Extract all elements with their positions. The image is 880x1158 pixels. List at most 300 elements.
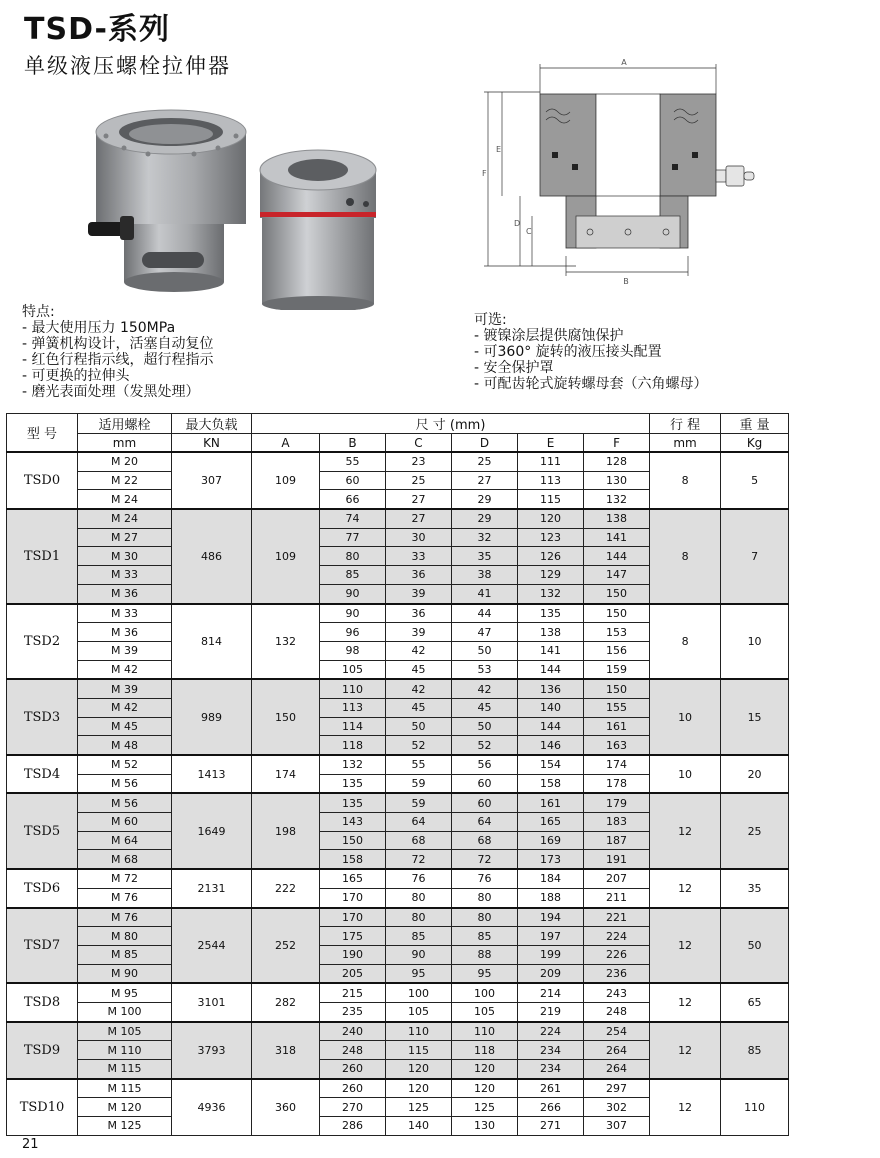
model-cell: TSD3 xyxy=(7,679,78,755)
dim-b-cell: 175 xyxy=(320,927,386,946)
dim-e-cell: 126 xyxy=(518,547,584,566)
header-stroke: 行 程 xyxy=(650,414,721,434)
dim-f-cell: 211 xyxy=(584,888,650,907)
dim-e-cell: 234 xyxy=(518,1060,584,1079)
header-bolt: 适用螺栓 xyxy=(78,414,172,434)
stroke-cell: 10 xyxy=(650,755,721,793)
option-item: - 镀镍涂层提供腐蚀保护 xyxy=(474,328,624,344)
dim-a-cell: 222 xyxy=(252,869,320,907)
dim-c-cell: 105 xyxy=(386,1002,452,1021)
dim-f-cell: 221 xyxy=(584,908,650,927)
dim-c-cell: 50 xyxy=(386,717,452,736)
dim-b-cell: 80 xyxy=(320,547,386,566)
bolt-cell: M 36 xyxy=(78,584,172,603)
dim-b-cell: 215 xyxy=(320,983,386,1002)
header-dim-e: E xyxy=(518,434,584,453)
bolt-cell: M 90 xyxy=(78,964,172,983)
bolt-cell: M 27 xyxy=(78,528,172,547)
option-item: - 可配齿轮式旋转螺母套（六角螺母） xyxy=(474,376,708,392)
weight-cell: 7 xyxy=(721,509,789,603)
dim-c-cell: 120 xyxy=(386,1079,452,1098)
dim-c-cell: 27 xyxy=(386,509,452,528)
options-heading: 可选: xyxy=(474,312,507,328)
header-dim-d: D xyxy=(452,434,518,453)
drawing-label-f: F xyxy=(482,169,487,178)
drawing-label-c: C xyxy=(526,227,532,236)
dim-b-cell: 90 xyxy=(320,604,386,623)
dim-c-cell: 85 xyxy=(386,927,452,946)
dim-e-cell: 113 xyxy=(518,471,584,490)
weight-cell: 25 xyxy=(721,793,789,869)
dim-e-cell: 173 xyxy=(518,850,584,869)
dim-c-cell: 52 xyxy=(386,736,452,755)
load-cell: 307 xyxy=(172,452,252,509)
dim-e-cell: 197 xyxy=(518,927,584,946)
dim-f-cell: 132 xyxy=(584,490,650,509)
dim-d-cell: 95 xyxy=(452,964,518,983)
dim-d-cell: 50 xyxy=(452,717,518,736)
dim-b-cell: 135 xyxy=(320,793,386,812)
dim-c-cell: 120 xyxy=(386,1060,452,1079)
dim-e-cell: 154 xyxy=(518,755,584,774)
header-model: 型 号 xyxy=(7,414,78,453)
dim-b-cell: 90 xyxy=(320,584,386,603)
model-cell: TSD5 xyxy=(7,793,78,869)
dim-f-cell: 174 xyxy=(584,755,650,774)
dim-a-cell: 360 xyxy=(252,1079,320,1136)
bolt-cell: M 110 xyxy=(78,1041,172,1060)
load-cell: 814 xyxy=(172,604,252,680)
load-cell: 2131 xyxy=(172,869,252,907)
dim-f-cell: 155 xyxy=(584,698,650,717)
dim-e-cell: 194 xyxy=(518,908,584,927)
dim-d-cell: 88 xyxy=(452,945,518,964)
dim-d-cell: 80 xyxy=(452,908,518,927)
dim-b-cell: 55 xyxy=(320,452,386,471)
dim-f-cell: 150 xyxy=(584,584,650,603)
cross-section-drawing xyxy=(466,56,756,288)
table-row xyxy=(7,452,789,471)
dim-b-cell: 66 xyxy=(320,490,386,509)
dim-b-cell: 110 xyxy=(320,679,386,698)
dim-d-cell: 38 xyxy=(452,566,518,585)
dim-d-cell: 56 xyxy=(452,755,518,774)
model-cell: TSD7 xyxy=(7,908,78,984)
table-row xyxy=(7,869,789,888)
stroke-cell: 12 xyxy=(650,1022,721,1079)
load-cell: 3793 xyxy=(172,1022,252,1079)
table-row xyxy=(7,1079,789,1098)
dim-a-cell: 252 xyxy=(252,908,320,984)
stroke-cell: 8 xyxy=(650,509,721,603)
dim-b-cell: 132 xyxy=(320,755,386,774)
dim-c-cell: 72 xyxy=(386,850,452,869)
dim-f-cell: 179 xyxy=(584,793,650,812)
load-cell: 3101 xyxy=(172,983,252,1021)
dim-d-cell: 53 xyxy=(452,660,518,679)
dim-c-cell: 140 xyxy=(386,1117,452,1136)
load-cell: 1413 xyxy=(172,755,252,793)
weight-cell: 50 xyxy=(721,908,789,984)
bolt-cell: M 85 xyxy=(78,945,172,964)
table-row xyxy=(7,1022,789,1041)
dim-f-cell: 128 xyxy=(584,452,650,471)
dim-e-cell: 111 xyxy=(518,452,584,471)
dim-e-cell: 158 xyxy=(518,774,584,793)
weight-cell: 110 xyxy=(721,1079,789,1136)
dim-c-cell: 90 xyxy=(386,945,452,964)
dim-d-cell: 64 xyxy=(452,813,518,832)
dim-f-cell: 226 xyxy=(584,945,650,964)
dim-e-cell: 184 xyxy=(518,869,584,888)
bolt-cell: M 56 xyxy=(78,774,172,793)
table-row xyxy=(7,679,789,698)
page-number: 21 xyxy=(22,1137,39,1152)
bolt-cell: M 39 xyxy=(78,641,172,660)
dim-f-cell: 153 xyxy=(584,623,650,642)
load-cell: 2544 xyxy=(172,908,252,984)
stroke-cell: 10 xyxy=(650,679,721,755)
dim-d-cell: 45 xyxy=(452,698,518,717)
dim-e-cell: 120 xyxy=(518,509,584,528)
dim-c-cell: 30 xyxy=(386,528,452,547)
dim-d-cell: 118 xyxy=(452,1041,518,1060)
dim-f-cell: 224 xyxy=(584,927,650,946)
load-cell: 989 xyxy=(172,679,252,755)
dim-b-cell: 96 xyxy=(320,623,386,642)
dim-a-cell: 318 xyxy=(252,1022,320,1079)
header-weight-unit: Kg xyxy=(721,434,789,453)
dim-e-cell: 169 xyxy=(518,831,584,850)
dim-e-cell: 261 xyxy=(518,1079,584,1098)
dim-f-cell: 207 xyxy=(584,869,650,888)
dim-e-cell: 161 xyxy=(518,793,584,812)
dim-c-cell: 55 xyxy=(386,755,452,774)
drawing-label-b: B xyxy=(623,277,629,286)
bolt-cell: M 56 xyxy=(78,793,172,812)
weight-cell: 65 xyxy=(721,983,789,1021)
weight-cell: 35 xyxy=(721,869,789,907)
spec-table-body xyxy=(7,452,789,1135)
header-dim-b: B xyxy=(320,434,386,453)
dim-f-cell: 297 xyxy=(584,1079,650,1098)
stroke-cell: 8 xyxy=(650,452,721,509)
dim-b-cell: 165 xyxy=(320,869,386,888)
dim-f-cell: 147 xyxy=(584,566,650,585)
option-item: - 可360° 旋转的液压接头配置 xyxy=(474,344,662,360)
weight-cell: 5 xyxy=(721,452,789,509)
dim-f-cell: 183 xyxy=(584,813,650,832)
header-dim-c: C xyxy=(386,434,452,453)
dim-c-cell: 115 xyxy=(386,1041,452,1060)
stroke-cell: 8 xyxy=(650,604,721,680)
header-weight: 重 量 xyxy=(721,414,789,434)
dim-c-cell: 76 xyxy=(386,869,452,888)
dim-e-cell: 136 xyxy=(518,679,584,698)
bolt-cell: M 76 xyxy=(78,888,172,907)
dim-e-cell: 135 xyxy=(518,604,584,623)
dim-b-cell: 74 xyxy=(320,509,386,528)
dim-b-cell: 205 xyxy=(320,964,386,983)
dim-c-cell: 59 xyxy=(386,793,452,812)
load-cell: 486 xyxy=(172,509,252,603)
model-cell: TSD0 xyxy=(7,452,78,509)
bolt-cell: M 72 xyxy=(78,869,172,888)
weight-cell: 20 xyxy=(721,755,789,793)
dim-c-cell: 25 xyxy=(386,471,452,490)
bolt-cell: M 125 xyxy=(78,1117,172,1136)
feature-item: - 弹簧机构设计，活塞自动复位 xyxy=(22,336,214,352)
dim-d-cell: 41 xyxy=(452,584,518,603)
feature-item: - 最大使用压力 150MPa xyxy=(22,320,176,336)
bolt-cell: M 36 xyxy=(78,623,172,642)
dim-d-cell: 29 xyxy=(452,509,518,528)
dim-e-cell: 266 xyxy=(518,1098,584,1117)
dim-e-cell: 129 xyxy=(518,566,584,585)
dim-c-cell: 80 xyxy=(386,908,452,927)
dim-f-cell: 130 xyxy=(584,471,650,490)
dim-d-cell: 52 xyxy=(452,736,518,755)
dim-e-cell: 219 xyxy=(518,1002,584,1021)
dim-d-cell: 27 xyxy=(452,471,518,490)
dim-c-cell: 27 xyxy=(386,490,452,509)
dim-f-cell: 138 xyxy=(584,509,650,528)
dim-e-cell: 271 xyxy=(518,1117,584,1136)
bolt-cell: M 120 xyxy=(78,1098,172,1117)
dim-c-cell: 33 xyxy=(386,547,452,566)
dim-d-cell: 44 xyxy=(452,604,518,623)
bolt-cell: M 33 xyxy=(78,566,172,585)
dim-e-cell: 234 xyxy=(518,1041,584,1060)
dim-e-cell: 144 xyxy=(518,660,584,679)
dim-e-cell: 188 xyxy=(518,888,584,907)
dim-c-cell: 59 xyxy=(386,774,452,793)
bolt-cell: M 42 xyxy=(78,698,172,717)
dim-f-cell: 159 xyxy=(584,660,650,679)
table-row xyxy=(7,604,789,623)
model-cell: TSD4 xyxy=(7,755,78,793)
stroke-cell: 12 xyxy=(650,908,721,984)
dim-e-cell: 199 xyxy=(518,945,584,964)
table-row xyxy=(7,509,789,528)
dim-b-cell: 77 xyxy=(320,528,386,547)
dim-e-cell: 144 xyxy=(518,717,584,736)
dim-d-cell: 85 xyxy=(452,927,518,946)
header-load: 最大负载 xyxy=(172,414,252,434)
load-cell: 1649 xyxy=(172,793,252,869)
feature-item: - 可更换的拉伸头 xyxy=(22,368,130,384)
spec-table xyxy=(6,413,789,1136)
dim-f-cell: 307 xyxy=(584,1117,650,1136)
model-cell: TSD2 xyxy=(7,604,78,680)
dim-b-cell: 170 xyxy=(320,908,386,927)
dim-c-cell: 64 xyxy=(386,813,452,832)
dim-a-cell: 282 xyxy=(252,983,320,1021)
dim-d-cell: 68 xyxy=(452,831,518,850)
dim-b-cell: 135 xyxy=(320,774,386,793)
dim-b-cell: 143 xyxy=(320,813,386,832)
dim-b-cell: 170 xyxy=(320,888,386,907)
dim-d-cell: 32 xyxy=(452,528,518,547)
header-bolt-unit: mm xyxy=(78,434,172,453)
dim-e-cell: 146 xyxy=(518,736,584,755)
dim-a-cell: 109 xyxy=(252,509,320,603)
bolt-cell: M 24 xyxy=(78,509,172,528)
table-row xyxy=(7,793,789,812)
page-subtitle: 单级液压螺栓拉伸器 xyxy=(24,54,231,78)
dim-f-cell: 302 xyxy=(584,1098,650,1117)
bolt-cell: M 64 xyxy=(78,831,172,850)
dim-d-cell: 29 xyxy=(452,490,518,509)
weight-cell: 85 xyxy=(721,1022,789,1079)
options-list xyxy=(474,312,708,392)
dim-c-cell: 39 xyxy=(386,623,452,642)
dim-d-cell: 100 xyxy=(452,983,518,1002)
dim-b-cell: 286 xyxy=(320,1117,386,1136)
model-cell: TSD10 xyxy=(7,1079,78,1136)
bolt-cell: M 30 xyxy=(78,547,172,566)
dim-e-cell: 141 xyxy=(518,641,584,660)
dim-a-cell: 150 xyxy=(252,679,320,755)
dim-d-cell: 72 xyxy=(452,850,518,869)
dim-b-cell: 248 xyxy=(320,1041,386,1060)
bolt-cell: M 33 xyxy=(78,604,172,623)
bolt-cell: M 24 xyxy=(78,490,172,509)
model-cell: TSD8 xyxy=(7,983,78,1021)
dim-c-cell: 36 xyxy=(386,566,452,585)
dim-c-cell: 100 xyxy=(386,983,452,1002)
dim-e-cell: 165 xyxy=(518,813,584,832)
dim-e-cell: 214 xyxy=(518,983,584,1002)
dim-b-cell: 158 xyxy=(320,850,386,869)
dim-f-cell: 243 xyxy=(584,983,650,1002)
dim-a-cell: 174 xyxy=(252,755,320,793)
dim-f-cell: 264 xyxy=(584,1041,650,1060)
product-photo xyxy=(84,96,384,310)
dim-f-cell: 141 xyxy=(584,528,650,547)
table-row xyxy=(7,755,789,774)
dim-b-cell: 118 xyxy=(320,736,386,755)
dim-c-cell: 95 xyxy=(386,964,452,983)
dim-c-cell: 125 xyxy=(386,1098,452,1117)
page-title: TSD-系列 xyxy=(24,12,170,47)
dim-d-cell: 25 xyxy=(452,452,518,471)
dim-c-cell: 45 xyxy=(386,660,452,679)
dim-f-cell: 178 xyxy=(584,774,650,793)
dim-d-cell: 80 xyxy=(452,888,518,907)
dim-e-cell: 123 xyxy=(518,528,584,547)
dim-f-cell: 156 xyxy=(584,641,650,660)
weight-cell: 10 xyxy=(721,604,789,680)
dim-b-cell: 114 xyxy=(320,717,386,736)
header-dim-a: A xyxy=(252,434,320,453)
dim-d-cell: 105 xyxy=(452,1002,518,1021)
dim-f-cell: 248 xyxy=(584,1002,650,1021)
dim-f-cell: 163 xyxy=(584,736,650,755)
header-dim-f: F xyxy=(584,434,650,453)
dim-f-cell: 236 xyxy=(584,964,650,983)
bolt-cell: M 20 xyxy=(78,452,172,471)
dim-b-cell: 260 xyxy=(320,1079,386,1098)
dim-f-cell: 264 xyxy=(584,1060,650,1079)
dim-a-cell: 132 xyxy=(252,604,320,680)
dim-a-cell: 109 xyxy=(252,452,320,509)
dim-c-cell: 39 xyxy=(386,584,452,603)
drawing-label-e: E xyxy=(496,145,502,154)
dim-b-cell: 150 xyxy=(320,831,386,850)
header-dims: 尺 寸 (mm) xyxy=(252,414,650,434)
stroke-cell: 12 xyxy=(650,793,721,869)
drawing-label-d: D xyxy=(514,219,521,228)
dim-b-cell: 190 xyxy=(320,945,386,964)
weight-cell: 15 xyxy=(721,679,789,755)
features-list xyxy=(22,304,214,400)
dim-f-cell: 191 xyxy=(584,850,650,869)
bolt-cell: M 68 xyxy=(78,850,172,869)
bolt-cell: M 76 xyxy=(78,908,172,927)
dim-c-cell: 42 xyxy=(386,641,452,660)
load-cell: 4936 xyxy=(172,1079,252,1136)
dim-e-cell: 224 xyxy=(518,1022,584,1041)
dim-d-cell: 110 xyxy=(452,1022,518,1041)
dim-b-cell: 260 xyxy=(320,1060,386,1079)
dim-d-cell: 50 xyxy=(452,641,518,660)
dim-c-cell: 23 xyxy=(386,452,452,471)
dim-f-cell: 187 xyxy=(584,831,650,850)
bolt-cell: M 60 xyxy=(78,813,172,832)
dim-e-cell: 132 xyxy=(518,584,584,603)
dim-b-cell: 98 xyxy=(320,641,386,660)
dim-b-cell: 113 xyxy=(320,698,386,717)
bolt-cell: M 52 xyxy=(78,755,172,774)
dim-d-cell: 60 xyxy=(452,793,518,812)
stroke-cell: 12 xyxy=(650,983,721,1021)
option-item: - 安全保护罩 xyxy=(474,360,554,376)
dim-c-cell: 45 xyxy=(386,698,452,717)
header-load-unit: KN xyxy=(172,434,252,453)
drawing-label-a: A xyxy=(621,58,627,67)
dim-e-cell: 115 xyxy=(518,490,584,509)
bolt-cell: M 45 xyxy=(78,717,172,736)
dim-d-cell: 120 xyxy=(452,1060,518,1079)
dim-d-cell: 35 xyxy=(452,547,518,566)
dim-b-cell: 235 xyxy=(320,1002,386,1021)
dim-b-cell: 60 xyxy=(320,471,386,490)
dim-a-cell: 198 xyxy=(252,793,320,869)
dim-e-cell: 140 xyxy=(518,698,584,717)
dim-d-cell: 76 xyxy=(452,869,518,888)
table-row xyxy=(7,983,789,1002)
dim-d-cell: 47 xyxy=(452,623,518,642)
bolt-cell: M 115 xyxy=(78,1079,172,1098)
dim-f-cell: 144 xyxy=(584,547,650,566)
bolt-cell: M 42 xyxy=(78,660,172,679)
dim-f-cell: 254 xyxy=(584,1022,650,1041)
dim-b-cell: 270 xyxy=(320,1098,386,1117)
table-row xyxy=(7,908,789,927)
stroke-cell: 12 xyxy=(650,869,721,907)
dim-d-cell: 120 xyxy=(452,1079,518,1098)
feature-item: - 磨光表面处理（发黑处理） xyxy=(22,384,200,400)
dim-f-cell: 161 xyxy=(584,717,650,736)
stroke-cell: 12 xyxy=(650,1079,721,1136)
dim-e-cell: 138 xyxy=(518,623,584,642)
dim-e-cell: 209 xyxy=(518,964,584,983)
dim-c-cell: 36 xyxy=(386,604,452,623)
header-stroke-unit: mm xyxy=(650,434,721,453)
dim-d-cell: 60 xyxy=(452,774,518,793)
dim-d-cell: 42 xyxy=(452,679,518,698)
